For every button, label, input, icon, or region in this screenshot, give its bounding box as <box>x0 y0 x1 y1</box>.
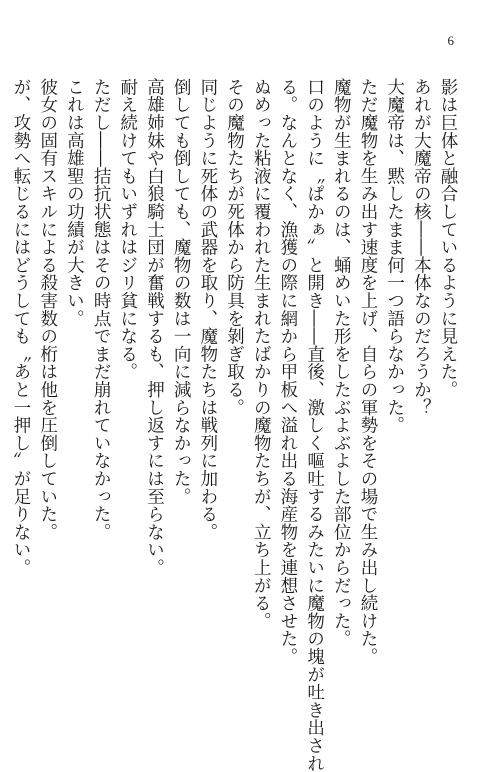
text-line: る。なんとなく、漁獲の際に網から甲板へ溢れ出る海産物を連想させた。 <box>277 78 298 666</box>
text-line: あれが大魔帝の核――本体なのだろうか？ <box>411 78 432 417</box>
text-line: その魔物たちが死体から防具を剝ぎ取る。 <box>224 78 245 417</box>
page-number: 6 <box>447 33 454 48</box>
text-line: ただ魔物を生み出す速度を上げ、自らの軍勢をその場で生み出し続けた。 <box>357 78 378 666</box>
text-line: 耐え続けてもいずれはジリ貧になる。 <box>117 78 138 381</box>
text-line: ただし――拮抗状態はその時点でまだ崩れていなかった。 <box>91 78 112 541</box>
text-line: 魔物が生まれるのは、蛹めいた形をしたぶよぶよした部位からだった。 <box>331 78 352 648</box>
text-line: 影は巨体と融合しているように見えた。 <box>438 78 458 399</box>
text-line: 大魔帝は、黙したまま何一つ語らなかった。 <box>384 78 405 434</box>
text-line: 彼女の固有スキルによる殺害数の桁は他を圧倒していた。 <box>37 78 58 541</box>
text-line: 同じように死体の武器を取り、魔物たちは戦列に加わる。 <box>197 78 218 541</box>
text-line: が、攻勢へ転じるにはどうしても〝あと一押し〟が足りない。 <box>11 78 31 577</box>
text-line: ぬめった粘液に覆われた生まれたばかりの魔物たちが、立ち上がる。 <box>251 78 272 630</box>
body-text <box>10 78 459 772</box>
text-line: 高雄姉妹や白狼騎士団が奮戦するも、押し返すには至らない。 <box>144 78 165 577</box>
text-line: 倒しても倒しても、魔物の数は一向に減らなかった。 <box>171 78 192 506</box>
text-line: 口のように〝ぱかぁ〟と開き――直後、激しく嘔吐するみたいに魔物の塊が吐き出され <box>304 78 325 772</box>
text-line: これは高雄聖の功績が大きい。 <box>64 78 85 328</box>
